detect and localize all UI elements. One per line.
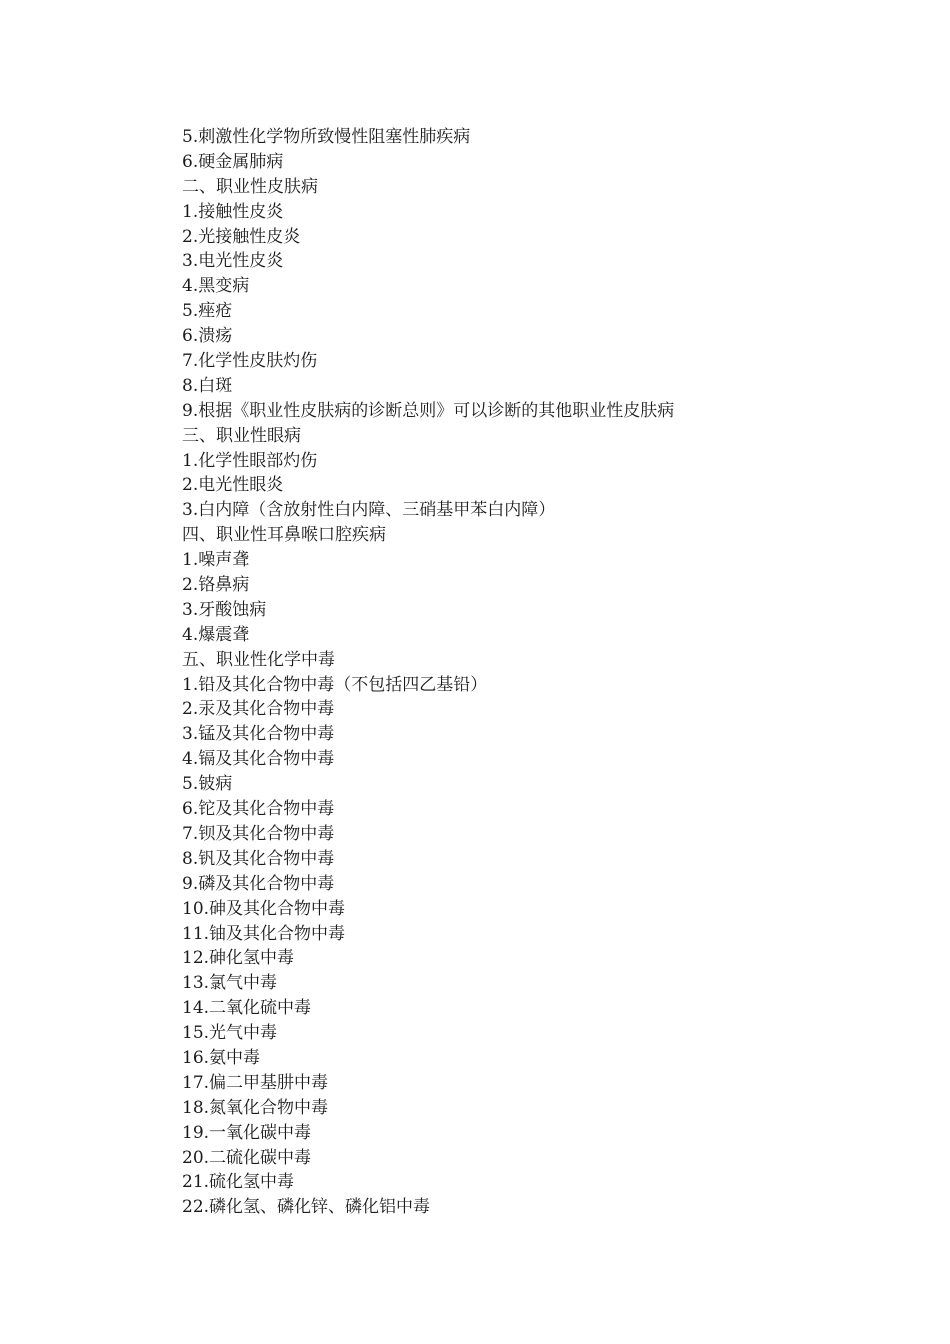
list-item: 18.氮氧化合物中毒 bbox=[182, 1097, 329, 1118]
list-item: 1.化学性眼部灼伤 bbox=[182, 450, 318, 471]
list-item: 20.二硫化碳中毒 bbox=[182, 1147, 312, 1168]
list-item: 2.电光性眼炎 bbox=[182, 475, 284, 496]
section-heading: 五、职业性化学中毒 bbox=[182, 649, 335, 670]
list-item: 16.氨中毒 bbox=[182, 1047, 261, 1068]
list-item: 4.黑变病 bbox=[182, 276, 250, 297]
list-item: 6.铊及其化合物中毒 bbox=[182, 799, 335, 820]
list-item: 4.镉及其化合物中毒 bbox=[182, 749, 335, 770]
list-item: 22.磷化氢、磷化锌、磷化铝中毒 bbox=[182, 1197, 431, 1218]
list-item: 6.溃疡 bbox=[182, 326, 233, 347]
document-body bbox=[182, 125, 882, 1220]
list-item: 3.锰及其化合物中毒 bbox=[182, 724, 335, 745]
list-item: 5.痤疮 bbox=[182, 301, 233, 322]
list-item: 1.噪声聋 bbox=[182, 550, 250, 571]
list-item: 6.硬金属肺病 bbox=[182, 151, 284, 172]
section-heading: 三、职业性眼病 bbox=[182, 425, 301, 446]
list-item: 5.刺激性化学物所致慢性阻塞性肺疾病 bbox=[182, 127, 471, 147]
list-item: 12.砷化氢中毒 bbox=[182, 948, 295, 969]
list-item: 8.白斑 bbox=[182, 375, 233, 396]
list-item: 1.铅及其化合物中毒（不包括四乙基铅） bbox=[182, 674, 488, 695]
list-item: 14.二氧化硫中毒 bbox=[182, 998, 312, 1019]
list-item: 17.偏二甲基肼中毒 bbox=[182, 1072, 329, 1093]
list-item: 3.白内障（含放射性白内障、三硝基甲苯白内障） bbox=[182, 500, 556, 521]
list-item: 7.钡及其化合物中毒 bbox=[182, 823, 335, 844]
list-item: 8.钒及其化合物中毒 bbox=[182, 848, 335, 869]
list-item: 10.砷及其化合物中毒 bbox=[182, 898, 346, 919]
list-item: 9.根据《职业性皮肤病的诊断总则》可以诊断的其他职业性皮肤病 bbox=[182, 400, 675, 421]
list-item: 19.一氧化碳中毒 bbox=[182, 1122, 312, 1143]
list-item: 11.铀及其化合物中毒 bbox=[182, 923, 346, 944]
list-item: 1.接触性皮炎 bbox=[182, 201, 284, 222]
section-heading: 二、职业性皮肤病 bbox=[182, 176, 318, 197]
list-item: 3.电光性皮炎 bbox=[182, 251, 284, 272]
list-item: 15.光气中毒 bbox=[182, 1023, 278, 1044]
list-item: 4.爆震聋 bbox=[182, 624, 250, 645]
section-heading: 四、职业性耳鼻喉口腔疾病 bbox=[182, 525, 386, 546]
list-item: 13.氯气中毒 bbox=[182, 973, 278, 994]
list-item: 3.牙酸蚀病 bbox=[182, 599, 267, 620]
list-item: 5.铍病 bbox=[182, 774, 233, 795]
list-item: 7.化学性皮肤灼伤 bbox=[182, 351, 318, 372]
list-item: 2.铬鼻病 bbox=[182, 575, 250, 596]
list-item: 21.硫化氢中毒 bbox=[182, 1172, 295, 1193]
list-item: 2.光接触性皮炎 bbox=[182, 226, 301, 247]
list-item: 9.磷及其化合物中毒 bbox=[182, 873, 335, 894]
list-item: 2.汞及其化合物中毒 bbox=[182, 699, 335, 720]
